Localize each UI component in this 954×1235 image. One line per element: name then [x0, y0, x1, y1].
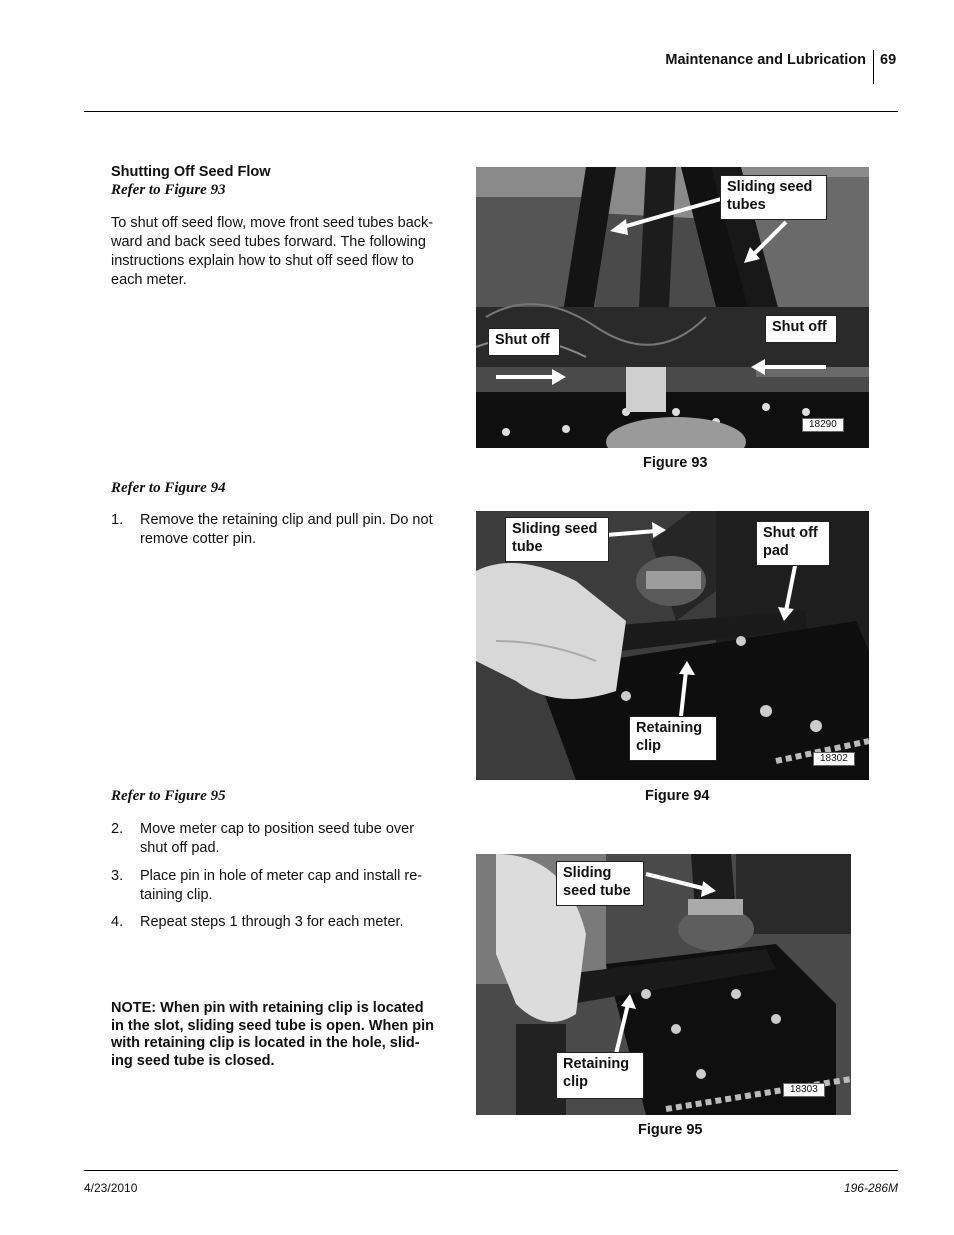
intro-paragraph	[111, 214, 456, 290]
figure-93-caption: Figure 93	[643, 455, 708, 471]
step-2	[111, 820, 451, 858]
refer-figure-94: Refer to Figure 94	[111, 480, 226, 496]
note-line: NOTE: When pin with retaining clip is located	[111, 1000, 424, 1016]
figure-94-caption: Figure 94	[645, 788, 710, 804]
header-rule	[84, 111, 898, 112]
refer-figure-93: Refer to Figure 93	[111, 182, 226, 198]
callout-line: clip	[563, 1074, 588, 1090]
figure-94-photo	[476, 511, 869, 780]
callout-sliding-seed-tube	[505, 517, 609, 562]
callout-sliding-seed-tubes	[720, 175, 827, 220]
callout-line: pad	[763, 543, 789, 559]
figure-95-caption: Figure 95	[638, 1122, 703, 1138]
step-number: 3.	[111, 868, 124, 884]
callout-shut-off-left: Shut off	[488, 328, 560, 356]
callout-line: Sliding seed	[727, 179, 813, 195]
callout-sliding-seed-tube	[556, 861, 644, 906]
step-text: taining clip.	[140, 887, 213, 903]
header-divider	[873, 50, 874, 84]
intro-line: To shut off seed flow, move front seed tubes back-	[111, 215, 434, 231]
step-text: remove cotter pin.	[140, 531, 257, 547]
callout-retaining-clip	[556, 1052, 644, 1099]
step-number: 2.	[111, 821, 124, 837]
callout-line: seed tube	[563, 883, 631, 899]
note-line: with retaining clip is located in the hole, slid-	[111, 1035, 420, 1051]
intro-line: each meter.	[111, 272, 187, 288]
step-text: Move meter cap to position seed tube over	[140, 821, 415, 837]
intro-line: instructions explain how to shut off seed flow to	[111, 253, 414, 269]
page-number: 69	[880, 52, 897, 68]
running-header-title: Maintenance and Lubrication	[665, 52, 866, 68]
step-text: Remove the retaining clip and pull pin. Do not	[140, 512, 433, 528]
refer-figure-95: Refer to Figure 95	[111, 788, 226, 804]
image-number: 18290	[802, 418, 844, 432]
callout-line: tube	[512, 539, 543, 555]
step-text: Place pin in hole of meter cap and install re-	[140, 868, 423, 884]
step-3	[111, 867, 451, 905]
callout-line: Sliding seed	[512, 521, 598, 537]
step-1	[111, 511, 451, 549]
figure-95-photo	[476, 854, 851, 1115]
note-block	[111, 1000, 451, 1070]
intro-line: ward and back seed tubes forward. The following	[111, 234, 426, 250]
callout-line: Retaining	[563, 1056, 630, 1072]
callout-shut-off-pad	[756, 521, 830, 566]
callout-retaining-clip	[629, 716, 717, 761]
callout-line: Sliding	[563, 865, 612, 881]
footer-doc-number: 196-286M	[843, 1181, 898, 1195]
image-number: 18302	[813, 752, 855, 766]
callout-line: Retaining	[636, 720, 703, 736]
callout-line: Shut off	[763, 525, 818, 541]
callout-line: tubes	[727, 197, 766, 213]
step-number: 4.	[111, 914, 124, 930]
figure-95-photo-art	[476, 854, 851, 1115]
step-text: shut off pad.	[140, 840, 220, 856]
note-line: ing seed tube is closed.	[111, 1052, 275, 1069]
callout-line: clip	[636, 738, 661, 754]
step-number: 1.	[111, 512, 124, 528]
step-text: Repeat steps 1 through 3 for each meter.	[140, 914, 404, 930]
footer-rule	[84, 1170, 898, 1171]
footer-date: 4/23/2010	[84, 1181, 138, 1195]
step-4	[111, 913, 451, 932]
section-heading: Shutting Off Seed Flow	[111, 164, 271, 180]
image-number: 18303	[783, 1083, 825, 1097]
callout-shut-off-right: Shut off	[765, 315, 837, 343]
figure-93-photo	[476, 167, 869, 448]
note-line: in the slot, sliding seed tube is open. When pin	[111, 1017, 435, 1034]
